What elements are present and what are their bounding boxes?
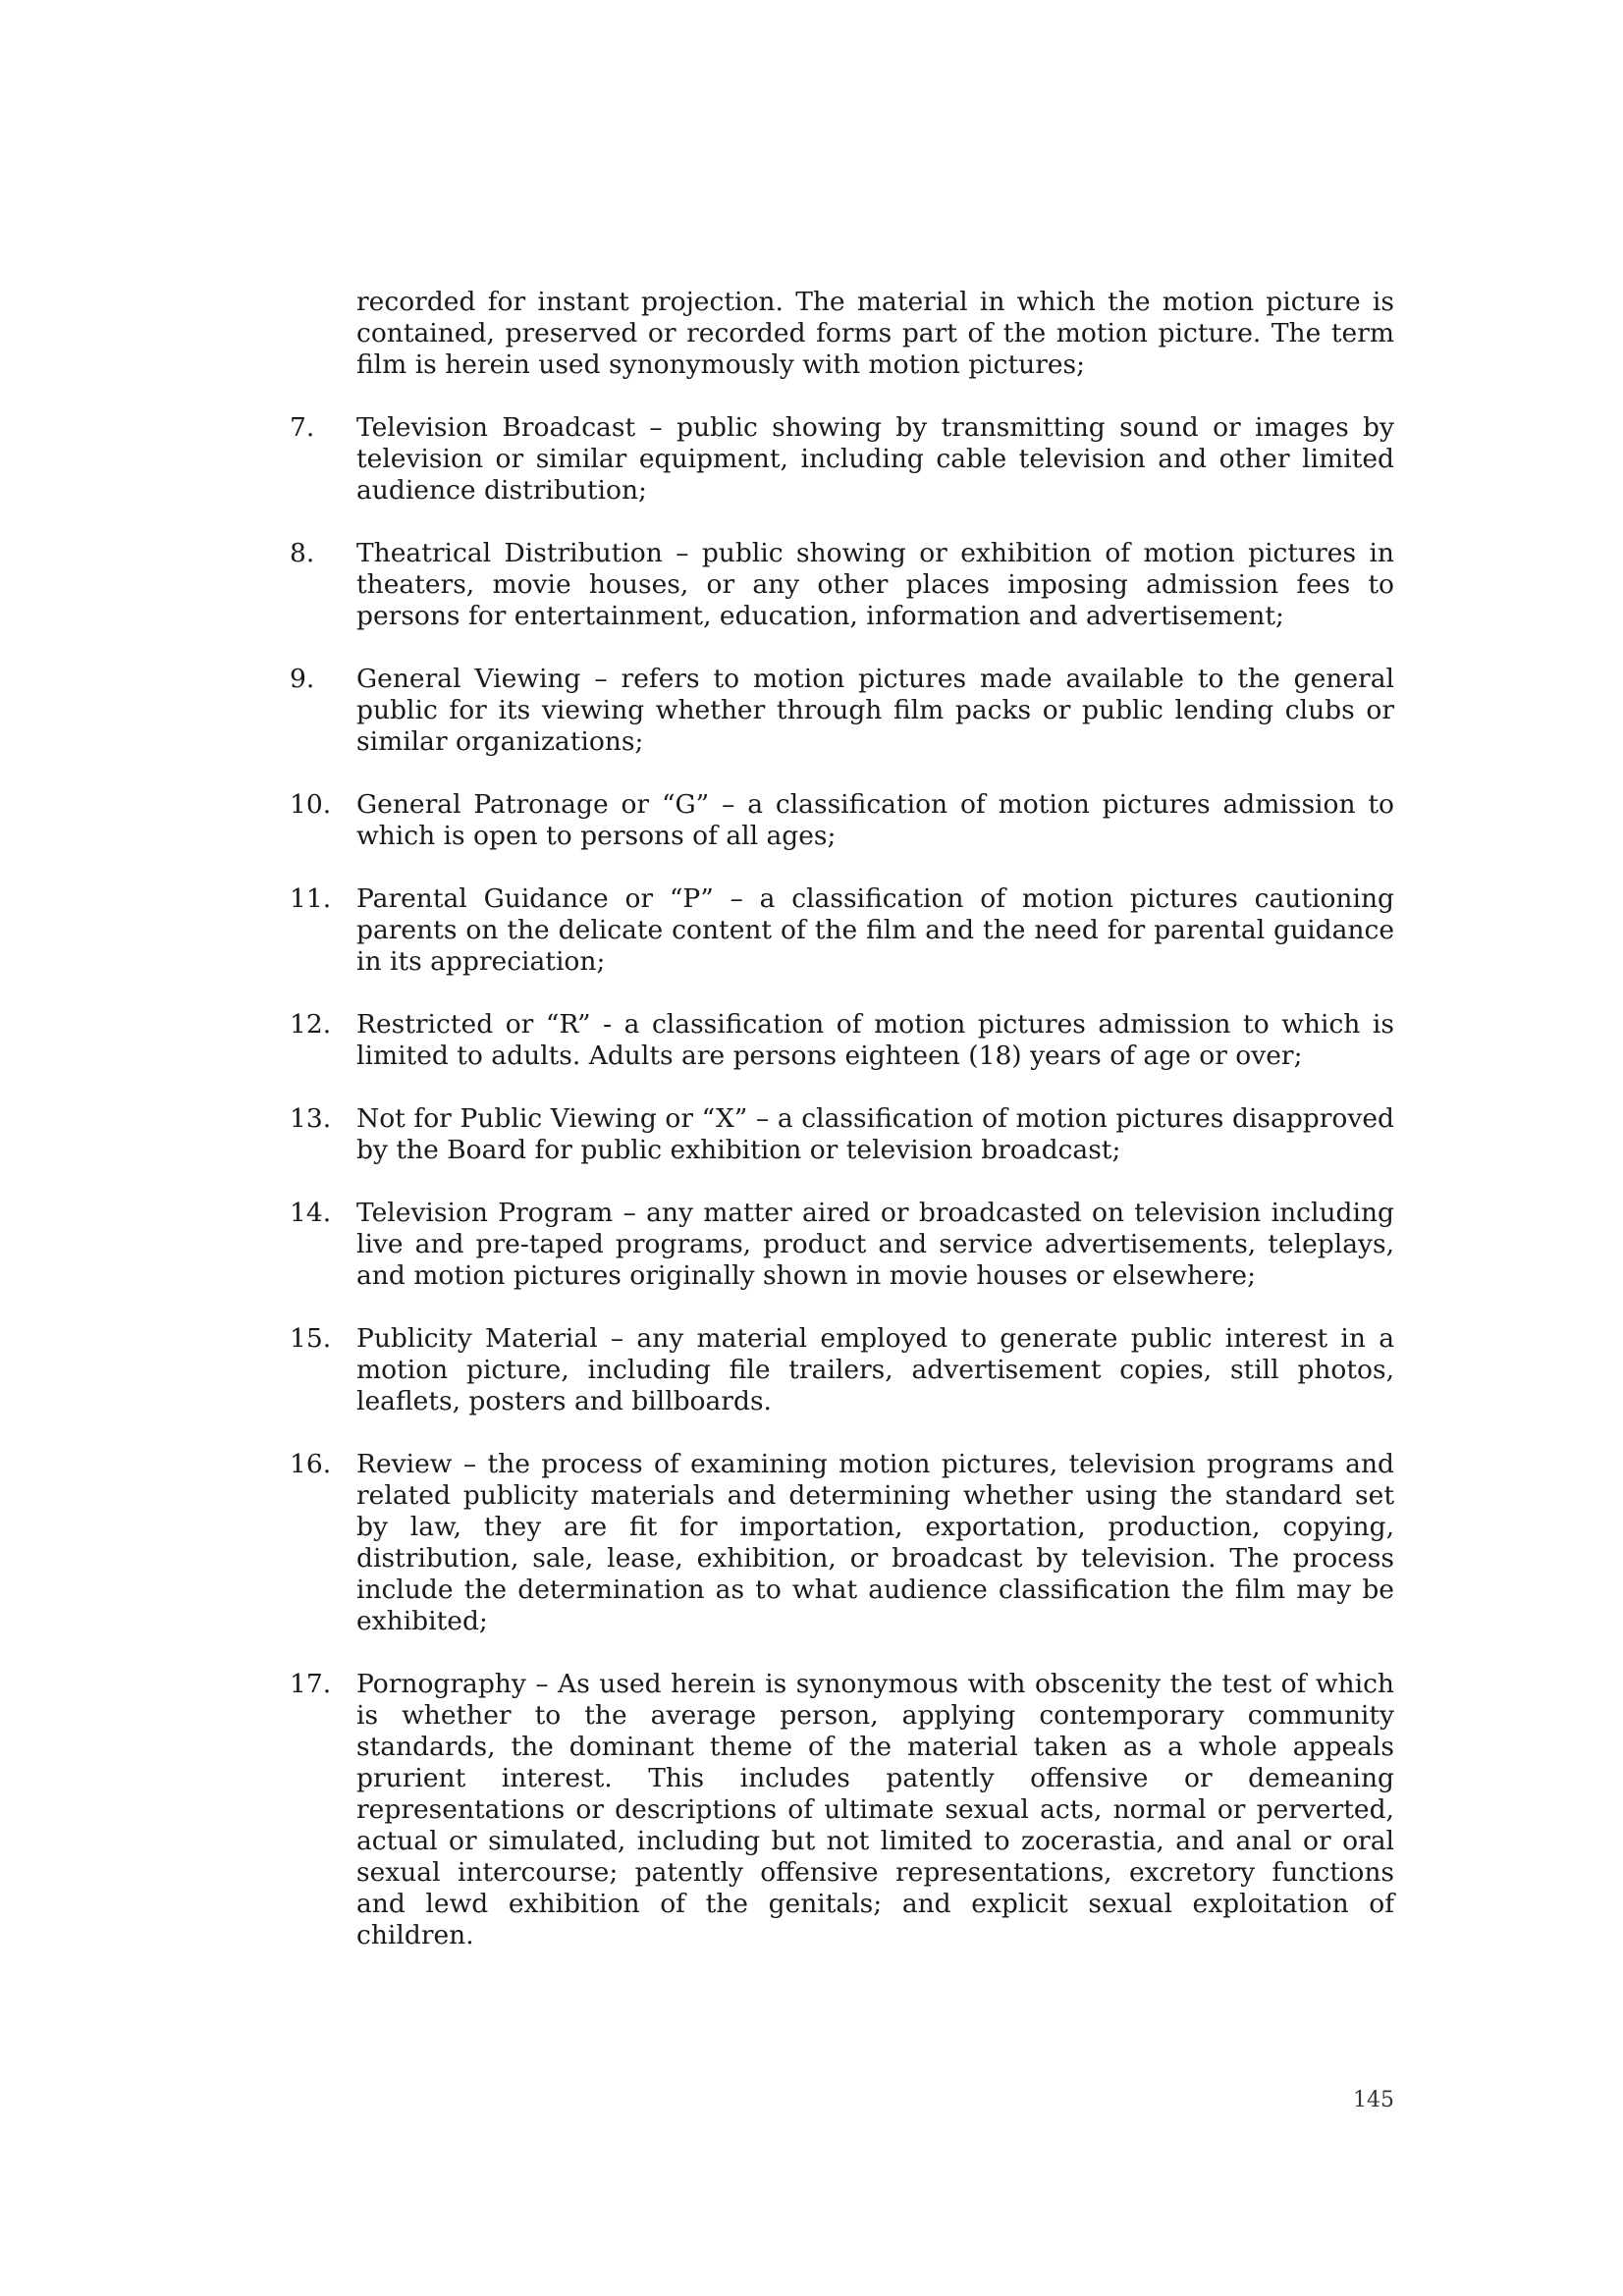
definition-item-13 <box>290 1103 1394 1166</box>
item-number: 16. <box>290 1449 332 1479</box>
item-number: 13. <box>290 1103 332 1134</box>
item-text: Television Program – any matter aired or broadcasted on television including live and pre-taped programs, product and service advertisements, teleplays, and motion pictures originally shown in movie houses or elsewhere; <box>356 1198 1394 1291</box>
item-number: 7. <box>290 412 315 443</box>
definition-item-17 <box>290 1669 1394 1951</box>
definition-item-10 <box>290 789 1394 852</box>
item-number: 9. <box>290 664 315 694</box>
item-number: 10. <box>290 789 332 820</box>
definition-item-7 <box>290 412 1394 507</box>
definition-item-12 <box>290 1009 1394 1072</box>
item-text: Television Broadcast – public showing by transmitting sound or images by television or similar equipment, including cable television and other limited audience distribution; <box>356 412 1394 506</box>
item-number: 8. <box>290 538 315 568</box>
item-number: 14. <box>290 1198 332 1228</box>
item-text: Not for Public Viewing or “X” – a classification of motion pictures disapproved by the Board for public exhibition or television broadcast; <box>356 1103 1394 1165</box>
intro-paragraph: recorded for instant projection. The material in which the motion picture is contained, preserved or recorded forms part of the motion picture. The term film is herein used synonymously with motion pictures; <box>356 287 1394 380</box>
item-text: General Patronage or “G” – a classification of motion pictures admission to which is open to persons of all ages; <box>356 789 1394 851</box>
definition-item-8 <box>290 538 1394 632</box>
item-number: 17. <box>290 1669 332 1699</box>
page-body <box>290 287 1394 1983</box>
item-text: Pornography – As used herein is synonymous with obscenity the test of which is whether to the average person, applying contemporary community standards, the dominant theme of the material taken as a whole appeals prurient interest. This includes patently offensive or demeaning representations or descriptions of ultimate sexual acts, normal or perverted, actual or simulated, including but not limited to zocerastia, and anal or oral sexual intercourse; patently offensive representations, excretory functions and lewd exhibition of the genitals; and explicit sexual exploitation of children. <box>356 1669 1394 1950</box>
item-text: Publicity Material – any material employed to generate public interest in a motion picture, including file trailers, advertisement copies, still photos, leaflets, posters and billboards. <box>356 1323 1394 1416</box>
definition-item-16 <box>290 1449 1394 1637</box>
item-text: General Viewing – refers to motion pictures made available to the general public for its viewing whether through film packs or public lending clubs or similar organizations; <box>356 664 1394 757</box>
page-number: 145 <box>1353 2088 1394 2112</box>
definition-item-14 <box>290 1198 1394 1292</box>
item-number: 12. <box>290 1009 332 1040</box>
definition-item-15 <box>290 1323 1394 1417</box>
item-text: Parental Guidance or “P” – a classification of motion pictures cautioning parents on the delicate content of the film and the need for parental guidance in its appreciation; <box>356 883 1394 977</box>
definition-item-9 <box>290 664 1394 758</box>
item-number: 15. <box>290 1323 332 1354</box>
item-text: Theatrical Distribution – public showing or exhibition of motion pictures in theaters, movie houses, or any other places imposing admission fees to persons for entertainment, education, information and advertisement; <box>356 538 1394 631</box>
item-text: Restricted or “R” - a classification of motion pictures admission to which is limited to adults. Adults are persons eighteen (18) years of age or over; <box>356 1009 1394 1071</box>
item-text: Review – the process of examining motion pictures, television programs and related publicity materials and determining whether using the standard set by law, they are fit for importation, exportation, production, copying, distribution, sale, lease, exhibition, or broadcast by television. The process include the determination as to what audience classification the film may be exhibited; <box>356 1449 1394 1636</box>
item-number: 11. <box>290 883 332 914</box>
definition-item-11 <box>290 883 1394 978</box>
